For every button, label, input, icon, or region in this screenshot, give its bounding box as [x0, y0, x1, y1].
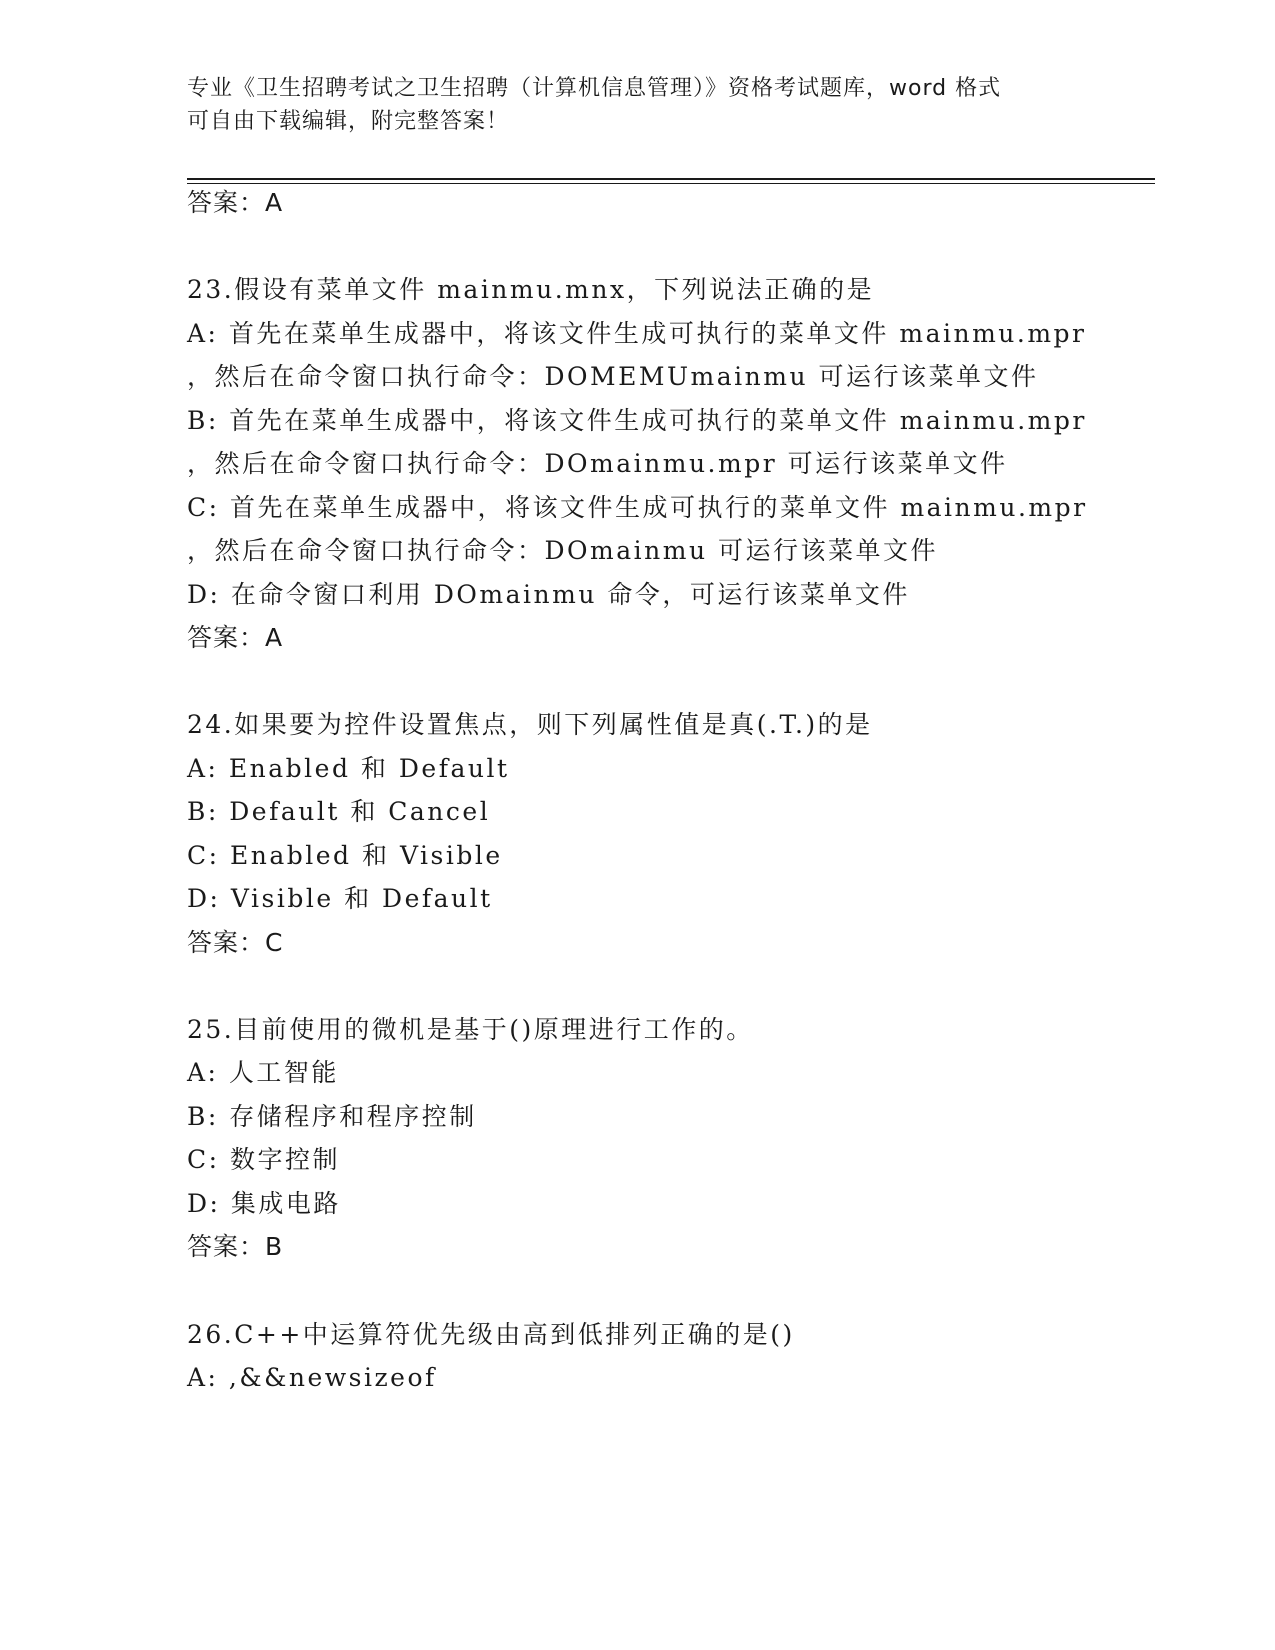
option-24-b: B: Default 和 Cancel: [187, 797, 491, 826]
option-23-b-line-1: B: 首先在菜单生成器中，将该文件生成可执行的菜单文件 mainmu.mpr: [187, 406, 1087, 435]
header-line-1: 专业《卫生招聘考试之卫生招聘（计算机信息管理）》资格考试题库，word 格式: [187, 76, 1002, 101]
option-25-d: D: 集成电路: [187, 1189, 341, 1218]
option-24-c: C: Enabled 和 Visible: [187, 841, 503, 870]
option-23-b-line-2: ，然后在命令窗口执行命令：DOmainmu.mpr 可运行该菜单文件: [187, 449, 1008, 478]
option-23-a-line-1: A: 首先在菜单生成器中，将该文件生成可执行的菜单文件 mainmu.mpr: [187, 319, 1087, 348]
answer-23: 答案：A: [187, 623, 284, 652]
option-23-c-line-2: ，然后在命令窗口执行命令：DOmainmu 可运行该菜单文件: [187, 536, 939, 565]
document-header: [187, 72, 1067, 138]
option-24-a: A: Enabled 和 Default: [187, 754, 510, 783]
question-23: 23.假设有菜单文件 mainmu.mnx，下列说法正确的是: [187, 275, 875, 304]
option-23-d: D: 在命令窗口利用 DOmainmu 命令，可运行该菜单文件: [187, 580, 910, 609]
question-24: 24.如果要为控件设置焦点，则下列属性值是真(.T.)的是: [187, 710, 873, 739]
answer-25: 答案：B: [187, 1232, 284, 1261]
header-divider-thin: [187, 183, 1155, 184]
question-26: 26.C++中运算符优先级由高到低排列正确的是(): [187, 1320, 795, 1349]
question-25: 25.目前使用的微机是基于()原理进行工作的。: [187, 1015, 754, 1044]
option-23-a-line-2: ，然后在命令窗口执行命令：DOMEMUmainmu 可运行该菜单文件: [187, 362, 1039, 391]
option-24-d: D: Visible 和 Default: [187, 884, 493, 913]
option-25-b: B: 存储程序和程序控制: [187, 1102, 477, 1131]
answer-previous: 答案：A: [187, 188, 284, 217]
option-25-c: C: 数字控制: [187, 1145, 340, 1174]
option-23-c-line-1: C: 首先在菜单生成器中，将该文件生成可执行的菜单文件 mainmu.mpr: [187, 493, 1088, 522]
header-line-2: 可自由下载编辑，附完整答案！: [187, 109, 510, 134]
answer-24: 答案：C: [187, 928, 284, 957]
option-25-a: A: 人工智能: [187, 1058, 339, 1087]
option-26-a: A: ,&&newsizeof: [187, 1363, 437, 1392]
header-divider-thick: [187, 178, 1155, 180]
